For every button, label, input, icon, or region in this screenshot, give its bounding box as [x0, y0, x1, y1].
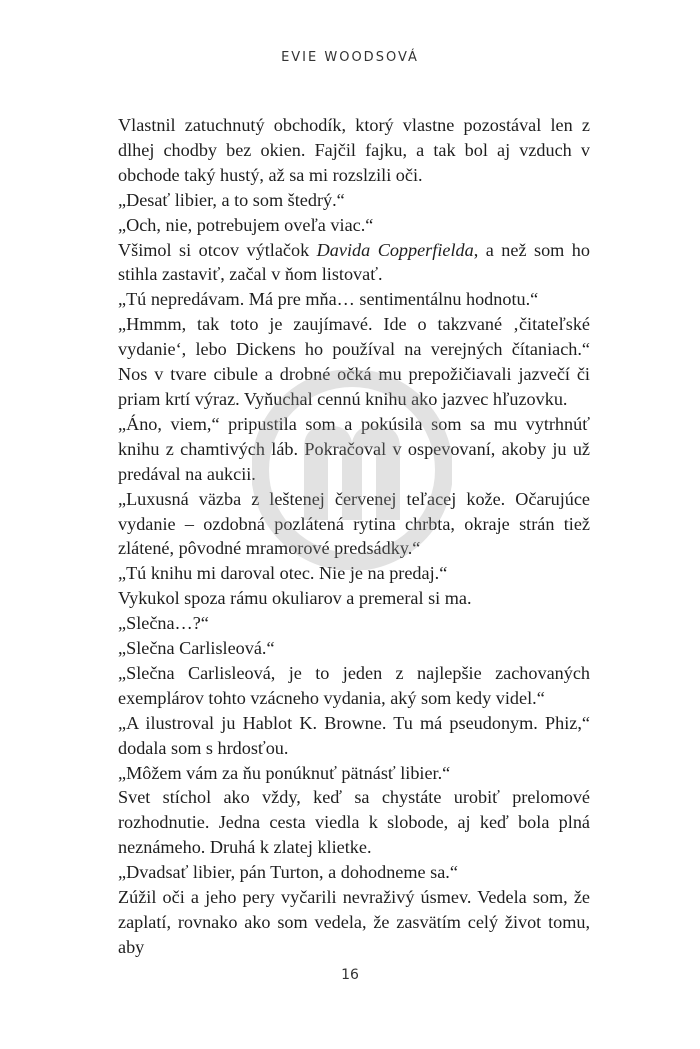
- paragraph: „Slečna Carlisleová.“: [118, 638, 275, 659]
- running-head: EVIE WOODSOVÁ: [281, 50, 419, 65]
- paragraph: „Och, nie, potrebujem oveľa viac.“: [118, 214, 374, 235]
- paragraph: „Slečna Carlisleová, je to jeden z najlepšie zachovaných exemplárov tohto vzácneho vydania, aký som kedy videl.“: [118, 662, 590, 708]
- paragraph: „Slečna…?“: [118, 613, 209, 634]
- paragraph: „Hmmm, tak toto je zaujímavé. Ide o takzvané ‚čitateľské vydanie‘, lebo Dickens ho používal na verejných čítaniach.“ Nos v tvare cibule a drobné očká mu prepožičiavali jazvečí či priam krtí výraz. Vyňuchal cennú knihu ako jazvec hľuzovku.: [118, 314, 590, 409]
- paragraph: Vykukol spoza rámu okuliarov a premeral si ma.: [118, 588, 472, 609]
- page-body: [118, 113, 590, 960]
- paragraph: „Desať libier, a to som štedrý.“: [118, 189, 345, 210]
- paragraph: „Dvadsať libier, pán Turton, a dohodneme sa.“: [118, 862, 458, 883]
- paragraph: Všimol si otcov výtlačok Davida Copperfielda, a než som ho stihla zastaviť, začal v ňom listovať.: [118, 239, 590, 285]
- paragraph: „Tú nepredávam. Má pre mňa… sentimentálnu hodnotu.“: [118, 289, 539, 310]
- paragraph: „Áno, viem,“ pripustila som a pokúsila som sa mu vytrhnúť knihu z chamtivých láb. Pokračoval v ospevovaní, akoby ju už predával na aukcii.: [118, 413, 590, 484]
- paragraph: „Môžem vám za ňu ponúknuť pätnásť libier.“: [118, 762, 451, 783]
- page-number: 16: [341, 967, 359, 983]
- paragraph: Svet stíchol ako vždy, keď sa chystáte urobiť prelomové rozhodnutie. Jedna cesta viedla k slobode, aj keď bola plná neznámeho. Druhá k zlatej klietke.: [118, 787, 590, 858]
- paragraph: „A ilustroval ju Hablot K. Browne. Tu má pseudonym. Phiz,“ dodala som s hrdosťou.: [118, 712, 590, 758]
- paragraph: Vlastnil zatuchnutý obchodík, ktorý vlastne pozostával len z dlhej chodby bez okien. Fajčil fajku, a tak bol aj vzduch v obchode taký hustý, až sa mi rozslzili oči.: [118, 115, 590, 185]
- paragraph: „Luxusná väzba z leštenej červenej teľacej kože. Očarujúce vydanie – ozdobná pozlátená rytina chrbta, okraje strán tiež zlátené, pôvodné mramorové predsádky.“: [118, 488, 590, 559]
- book-title: Davida Copperfielda: [316, 239, 474, 260]
- paragraph: „Tú knihu mi daroval otec. Nie je na predaj.“: [118, 563, 448, 584]
- paragraph: Zúžil oči a jeho pery vyčarili nevraživý úsmev. Vedela som, že zaplatí, rovnako ako som vedela, že zasvätím celý život tomu, aby: [118, 887, 590, 957]
